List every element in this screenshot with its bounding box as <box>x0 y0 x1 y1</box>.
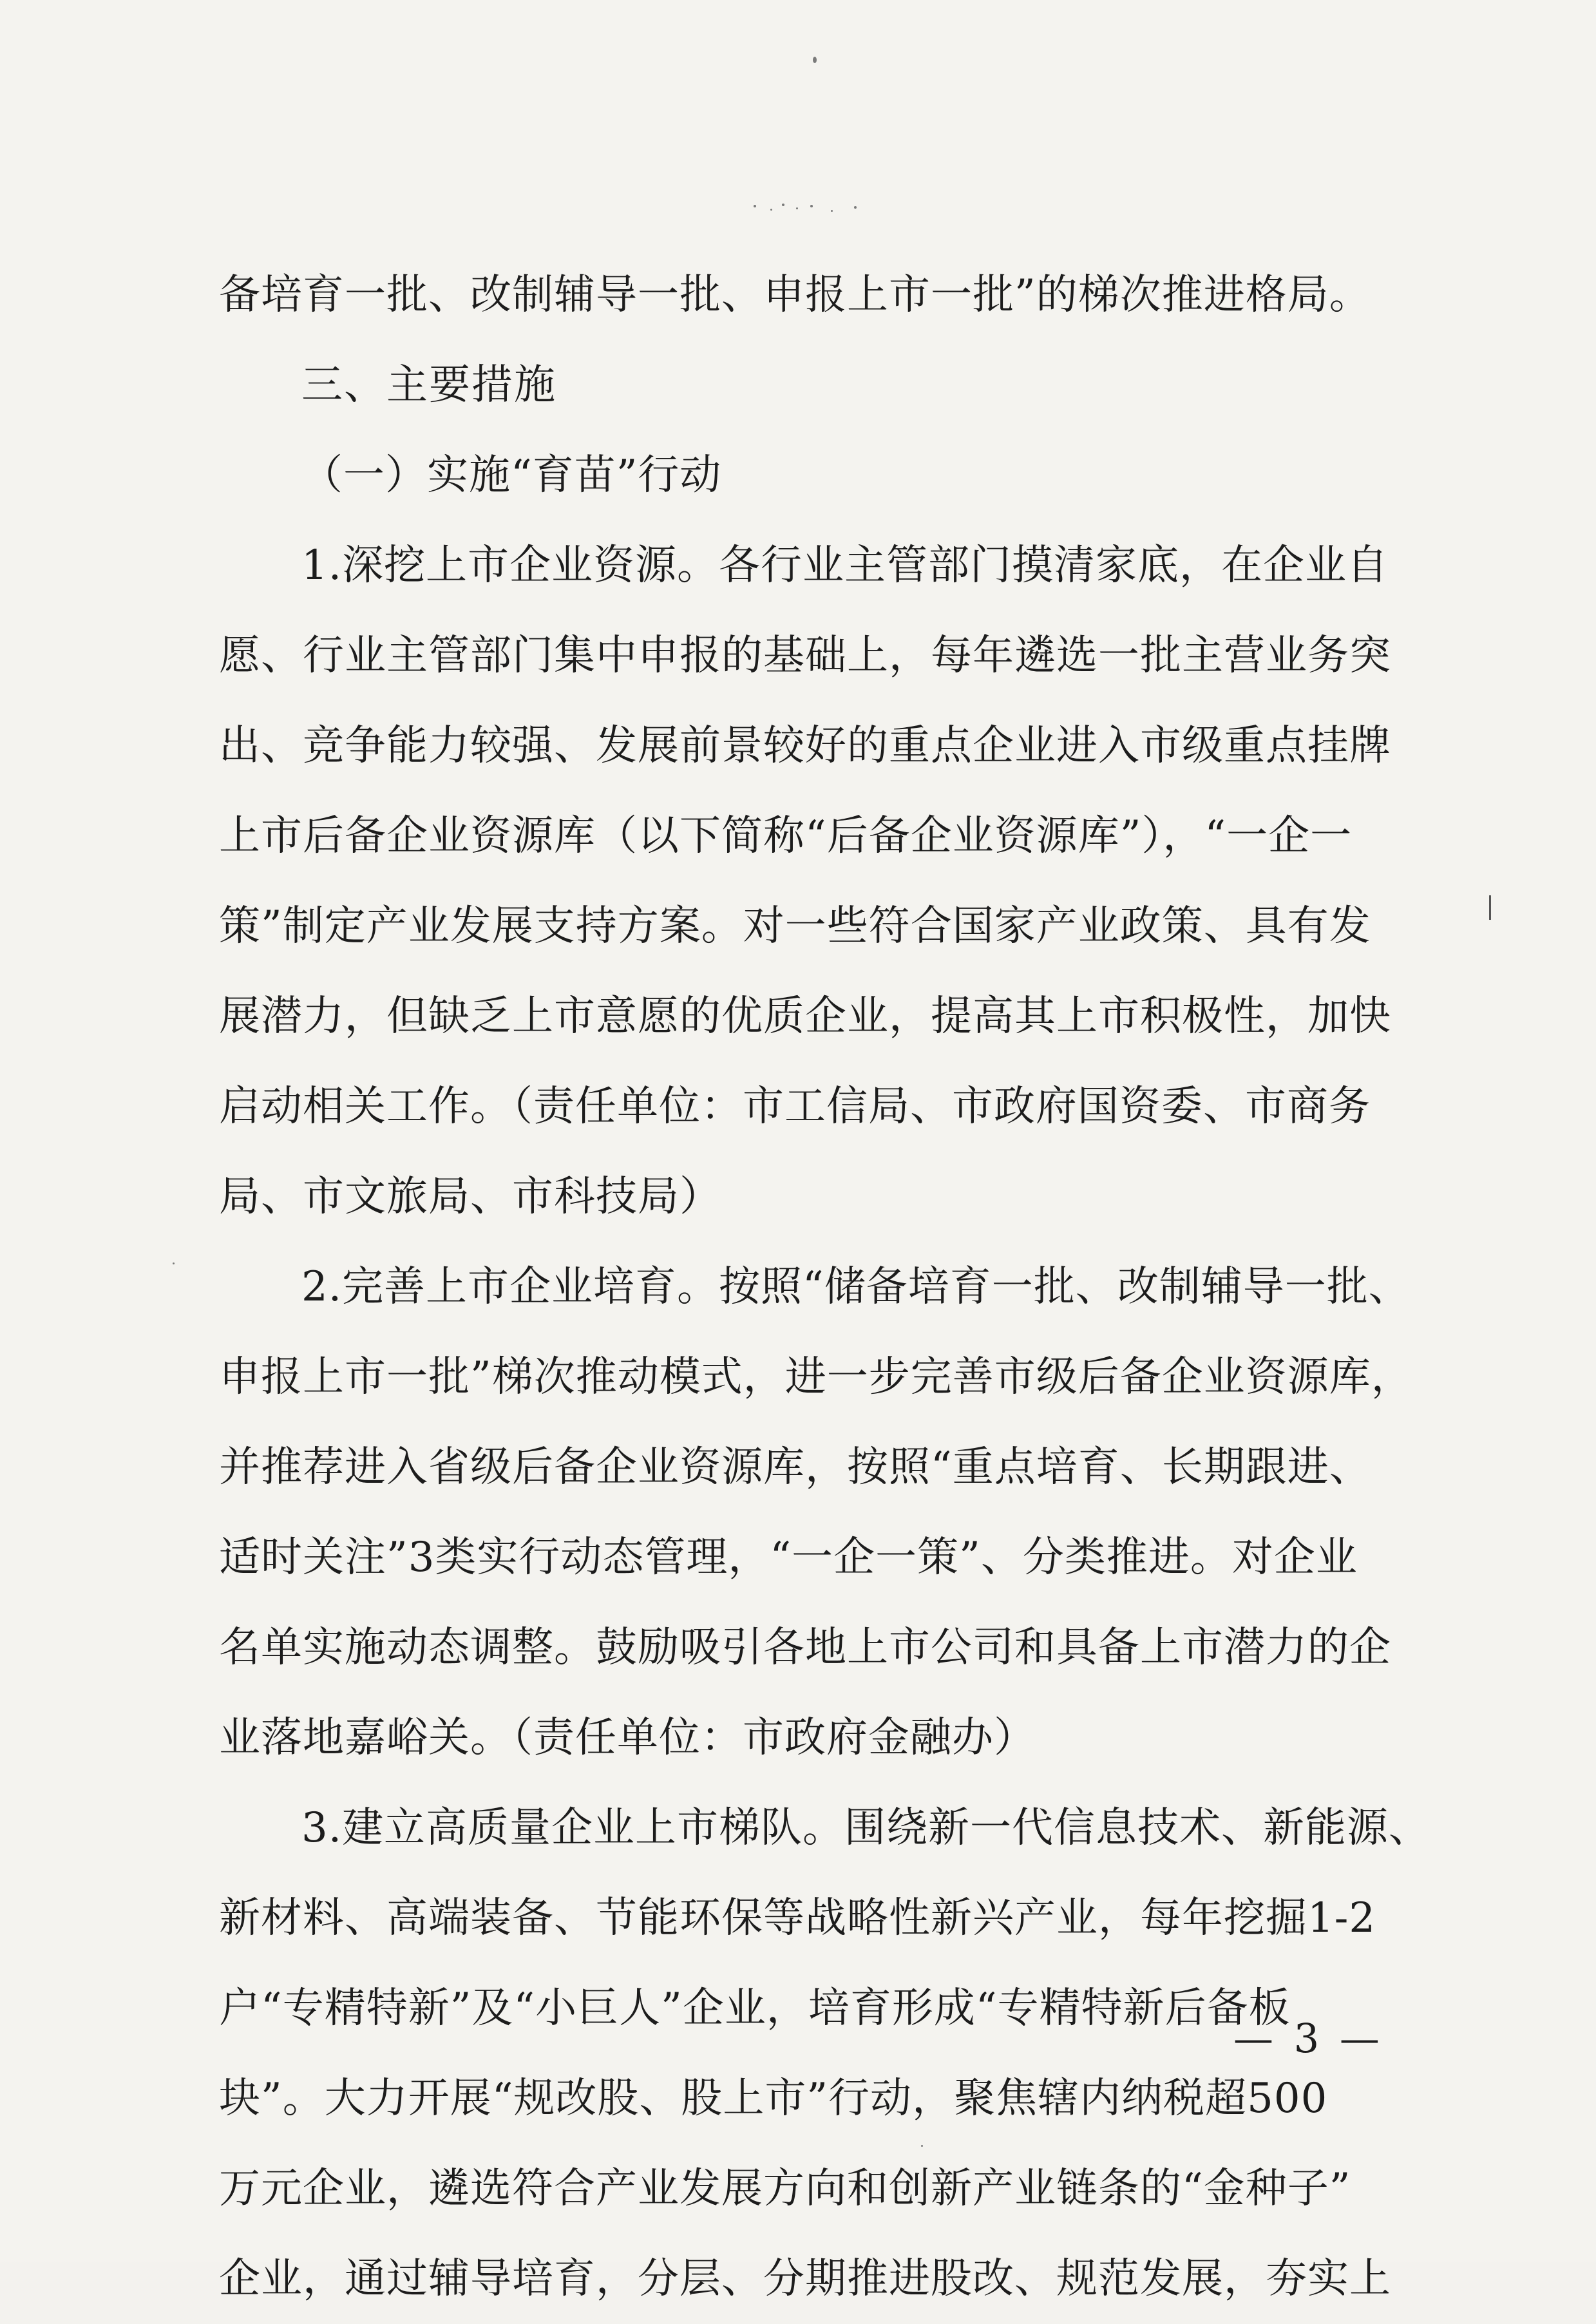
text-line: 局、市文旅局、市科技局） <box>219 1173 721 1221</box>
subsection-heading: （一）实施“育苗”行动 <box>301 452 722 499</box>
text-line: 展潜力，但缺乏上市意愿的优质企业，提高其上市积极性，加快 <box>219 993 1391 1040</box>
text-line: 备培育一批、改制辅导一批、申报上市一批”的梯次推进格局。 <box>219 271 1371 319</box>
text-line: 1.深挖上市企业资源。各行业主管部门摸清家底，在企业自 <box>301 542 1389 589</box>
scan-speck <box>173 1262 175 1264</box>
text-line: 策”制定产业发展支持方案。对一些符合国家产业政策、具有发 <box>219 902 1371 950</box>
text-line: 业落地嘉峪关。（责任单位：市政府金融办） <box>219 1714 1036 1762</box>
text-line: 启动相关工作。（责任单位：市工信局、市政府国资委、市商务 <box>219 1083 1371 1130</box>
margin-mark <box>1489 895 1491 920</box>
text-line: 名单实施动态调整。鼓励吸引各地上市公司和具备上市潜力的企 <box>219 1624 1391 1672</box>
scan-speck <box>854 206 857 209</box>
text-line: 出、竞争能力较强、发展前景较好的重点企业进入市级重点挂牌 <box>219 722 1391 770</box>
scan-speck <box>796 207 798 209</box>
text-line: 2.完善上市企业培育。按照“储备培育一批、改制辅导一批、 <box>301 1263 1411 1311</box>
text-line: 块”。大力开展“规改股、股上市”行动，聚焦辖内纳税超500 <box>219 2075 1328 2122</box>
text-line: 3.建立高质量企业上市梯队。围绕新一代信息技术、新能源、 <box>301 1804 1431 1852</box>
page-number: — 3 — <box>1233 2015 1383 2062</box>
scan-speck <box>782 204 784 206</box>
text-line: 上市后备企业资源库（以下简称“后备企业资源库”），“一企一 <box>219 812 1353 860</box>
text-line: 企业，通过辅导培育，分层、分期推进股改、规范发展，夯实上 <box>219 2255 1391 2303</box>
scan-speck <box>770 209 772 211</box>
scan-speck <box>810 205 813 207</box>
section-heading: 三、主要措施 <box>301 361 556 409</box>
body-text <box>219 250 1431 2324</box>
text-line: 并推荐进入省级后备企业资源库，按照“重点培育、长期跟进、 <box>219 1443 1371 1491</box>
scan-speck <box>813 57 817 63</box>
text-line: 户“专精特新”及“小巨人”企业，培育形成“专精特新后备板 <box>219 1985 1291 2032</box>
text-line: 新材料、高端装备、节能环保等战略性新兴产业，每年挖掘1-2 <box>219 1894 1376 1942</box>
text-line: 万元企业，遴选符合产业发展方向和创新产业链条的“金种子” <box>219 2165 1351 2213</box>
text-line: 愿、行业主管部门集中申报的基础上，每年遴选一批主营业务突 <box>219 632 1391 680</box>
text-line: 申报上市一批”梯次推动模式，进一步完善市级后备企业资源库， <box>219 1353 1413 1401</box>
scan-speck <box>754 205 756 207</box>
text-line: 适时关注”3类实行动态管理，“一企一策”、分类推进。对企业 <box>219 1534 1358 1581</box>
scan-speck <box>831 210 833 212</box>
